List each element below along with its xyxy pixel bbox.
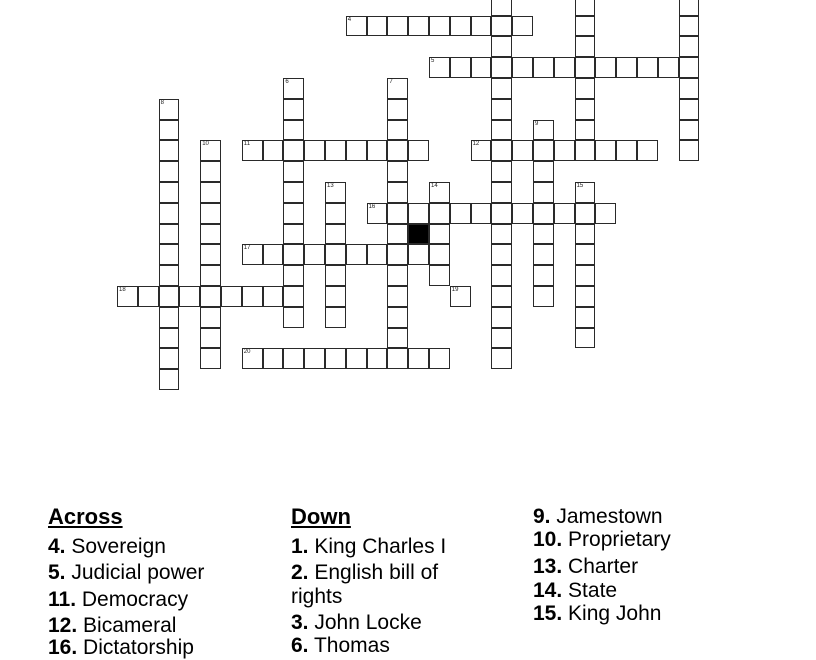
grid-cell[interactable] [200,161,221,182]
cell-number: 8 [160,99,164,106]
grid-cell[interactable] [200,224,221,245]
grid-cell[interactable] [159,265,180,286]
grid-cell[interactable] [367,244,388,265]
grid-cell[interactable] [242,348,263,369]
grid-cell[interactable] [491,224,512,245]
grid-cell[interactable] [429,265,450,286]
grid-cell[interactable] [679,16,700,37]
grid-cell[interactable] [325,265,346,286]
cell-number: 10 [202,141,209,148]
grid-cell[interactable] [304,348,325,369]
grid-cell[interactable] [533,140,554,161]
grid-cell[interactable] [491,244,512,265]
grid-cell[interactable] [512,16,533,37]
grid-cell[interactable] [575,182,596,203]
grid-cell[interactable] [346,16,367,37]
grid-cell[interactable] [429,57,450,78]
grid-cell[interactable] [637,140,658,161]
grid-cell[interactable] [387,348,408,369]
grid-cell[interactable] [575,57,596,78]
grid-cell[interactable] [200,203,221,224]
grid-cell[interactable] [387,140,408,161]
grid-cell[interactable] [325,224,346,245]
clue-down-14[interactable]: 14. State [533,579,618,602]
grid-cell[interactable] [679,99,700,120]
grid-cell[interactable] [429,182,450,203]
grid-cell[interactable] [200,140,221,161]
grid-cell[interactable] [367,140,388,161]
cell-number: 17 [243,245,251,252]
grid-cell[interactable] [491,78,512,99]
clue-down-15[interactable]: 15. King John [533,602,662,625]
grid-cell[interactable] [575,265,596,286]
grid-cell[interactable] [283,348,304,369]
clue-down-3[interactable]: 3. John Locke [291,611,422,634]
grid-cell[interactable] [117,286,138,307]
clue-across-16[interactable]: 16. Dictatorship [48,636,194,659]
grid-cell[interactable] [387,161,408,182]
cell-number: 19 [451,287,459,293]
grid-cell[interactable] [575,0,596,16]
clue-across-12[interactable]: 12. Bicameral [48,614,177,637]
grid-cell[interactable] [575,244,596,265]
clue-down-2-cont[interactable]: rights [291,585,343,608]
grid-cell[interactable] [304,244,325,265]
cell-number: 4 [347,16,352,23]
grid-cell[interactable] [159,244,180,265]
grid-cell[interactable] [138,286,159,307]
grid-cell[interactable] [367,16,388,37]
grid-cell[interactable] [575,224,596,245]
grid-cell[interactable] [325,348,346,369]
grid-cell[interactable] [450,16,471,37]
grid-cell[interactable] [533,120,554,141]
grid-cell[interactable] [159,224,180,245]
grid-cell[interactable] [283,161,304,182]
grid-cell[interactable] [679,120,700,141]
grid-cell[interactable] [408,244,429,265]
grid-cell[interactable] [491,120,512,141]
grid-cell[interactable] [221,286,242,307]
cell-number: 15 [576,183,584,189]
grid-cell[interactable] [491,286,512,307]
grid-cell[interactable] [575,99,596,120]
grid-cell[interactable] [179,286,200,307]
grid-cell[interactable] [512,57,533,78]
grid-cell[interactable] [283,265,304,286]
grid-cell[interactable] [159,348,180,369]
cell-number: 6 [285,79,289,85]
grid-cell[interactable] [491,57,512,78]
grid-cell[interactable] [325,286,346,307]
grid-cell[interactable] [471,16,492,37]
down-heading: Down [291,504,351,529]
grid-cell[interactable] [575,203,596,224]
grid-cell[interactable] [325,182,346,203]
grid-cell[interactable] [283,244,304,265]
grid-cell[interactable] [200,286,221,307]
grid-cell[interactable] [283,286,304,307]
grid-cell[interactable] [159,161,180,182]
grid-cell[interactable] [491,265,512,286]
grid-cell[interactable] [554,203,575,224]
grid-cell[interactable] [575,120,596,141]
grid-cell[interactable] [387,120,408,141]
grid-cell[interactable] [325,140,346,161]
grid-cell[interactable] [595,57,616,78]
grid-cell[interactable] [471,140,492,161]
black-cell [408,224,429,245]
grid-cell[interactable] [575,36,596,57]
grid-cell[interactable] [533,161,554,182]
grid-cell[interactable] [450,286,471,307]
grid-cell[interactable] [533,57,554,78]
clue-down-2[interactable]: 2. English bill of [291,561,439,584]
grid-cell[interactable] [387,307,408,328]
grid-cell[interactable] [616,140,637,161]
grid-cell[interactable] [159,369,180,390]
grid-cell[interactable] [429,203,450,224]
grid-cell[interactable] [554,140,575,161]
grid-cell[interactable] [159,140,180,161]
grid-cell[interactable] [325,203,346,224]
grid-cell[interactable] [533,224,554,245]
grid-cell[interactable] [616,57,637,78]
grid-cell[interactable] [387,99,408,120]
clue-down-10[interactable]: 10. Proprietary [533,528,671,551]
grid-cell[interactable] [408,348,429,369]
grid-cell[interactable] [242,286,263,307]
grid-cell[interactable] [263,244,284,265]
grid-cell[interactable] [159,307,180,328]
cell-number: 16 [368,203,376,210]
grid-cell[interactable] [367,203,388,224]
grid-cell[interactable] [283,140,304,161]
grid-cell[interactable] [387,78,408,99]
grid-cell[interactable] [679,0,700,16]
grid-cell[interactable] [533,265,554,286]
grid-cell[interactable] [263,348,284,369]
grid-cell[interactable] [283,203,304,224]
grid-cell[interactable] [491,16,512,37]
grid-cell[interactable] [200,307,221,328]
grid-cell[interactable] [200,328,221,349]
grid-cell[interactable] [429,244,450,265]
grid-cell[interactable] [429,224,450,245]
cell-number: 11 [243,141,251,148]
grid-cell[interactable] [491,182,512,203]
grid-cell[interactable] [450,203,471,224]
clue-across-4[interactable]: 4. Sovereign [48,535,166,558]
grid-cell[interactable] [367,348,388,369]
grid-cell[interactable] [387,16,408,37]
grid-cell[interactable] [263,140,284,161]
cell-number: 18 [119,287,126,293]
grid-cell[interactable] [491,307,512,328]
grid-cell[interactable] [408,140,429,161]
cell-number: 12 [472,141,480,148]
cell-number: 7 [389,79,393,85]
grid-cell[interactable] [200,348,221,369]
grid-cell[interactable] [242,140,263,161]
across-heading: Across [48,504,123,529]
grid-cell[interactable] [575,78,596,99]
grid-cell[interactable] [533,244,554,265]
grid-cell[interactable] [283,99,304,120]
grid-cell[interactable] [471,203,492,224]
grid-cell[interactable] [429,16,450,37]
grid-cell[interactable] [575,286,596,307]
grid-cell[interactable] [679,57,700,78]
grid-cell[interactable] [304,140,325,161]
grid-cell[interactable] [533,203,554,224]
clue-down-1[interactable]: 1. King Charles I [291,535,447,558]
cell-number: 5 [431,58,435,65]
grid-cell[interactable] [387,286,408,307]
grid-cell[interactable] [491,0,512,16]
grid-cell[interactable] [159,99,180,120]
grid-cell[interactable] [429,348,450,369]
grid-cell[interactable] [450,57,471,78]
grid-cell[interactable] [679,36,700,57]
grid-cell[interactable] [346,244,367,265]
grid-cell[interactable] [283,120,304,141]
grid-cell[interactable] [512,140,533,161]
grid-cell[interactable] [408,16,429,37]
grid-cell[interactable] [242,244,263,265]
grid-cell[interactable] [491,140,512,161]
grid-cell[interactable] [533,286,554,307]
grid-cell[interactable] [387,244,408,265]
grid-cell[interactable] [159,203,180,224]
grid-cell[interactable] [200,244,221,265]
clue-across-5[interactable]: 5. Judicial power [48,561,205,584]
clue-down-6[interactable]: 6. Thomas [291,634,390,657]
grid-cell[interactable] [595,140,616,161]
grid-cell[interactable] [471,57,492,78]
grid-cell[interactable] [533,182,554,203]
grid-cell[interactable] [387,182,408,203]
grid-cell[interactable] [658,57,679,78]
grid-cell[interactable] [554,57,575,78]
grid-cell[interactable] [491,328,512,349]
cell-number: 20 [243,349,251,356]
grid-cell[interactable] [679,78,700,99]
grid-cell[interactable] [283,224,304,245]
grid-cell[interactable] [491,161,512,182]
grid-cell[interactable] [283,182,304,203]
grid-cell[interactable] [263,286,284,307]
grid-cell[interactable] [325,307,346,328]
grid-cell[interactable] [408,203,429,224]
cell-number: 13 [327,183,334,189]
grid-cell[interactable] [575,16,596,37]
grid-cell[interactable] [491,36,512,57]
grid-cell[interactable] [283,307,304,328]
grid-cell[interactable] [346,140,367,161]
grid-cell[interactable] [491,99,512,120]
grid-cell[interactable] [575,328,596,349]
grid-cell[interactable] [387,265,408,286]
grid-cell[interactable] [387,224,408,245]
grid-cell[interactable] [575,307,596,328]
grid-cell[interactable] [679,140,700,161]
grid-cell[interactable] [387,328,408,349]
grid-cell[interactable] [159,328,180,349]
grid-cell[interactable] [491,348,512,369]
grid-cell[interactable] [159,120,180,141]
clue-down-13[interactable]: 13. Charter [533,555,639,578]
clue-down-9[interactable]: 9. Jamestown [533,505,663,528]
grid-cell[interactable] [575,140,596,161]
clue-across-11[interactable]: 11. Democracy [48,588,189,611]
grid-cell[interactable] [346,348,367,369]
grid-cell[interactable] [200,265,221,286]
grid-cell[interactable] [283,78,304,99]
grid-cell[interactable] [159,182,180,203]
cell-number: 14 [431,183,438,189]
grid-cell[interactable] [325,244,346,265]
grid-cell[interactable] [512,203,533,224]
grid-cell[interactable] [491,203,512,224]
grid-cell[interactable] [387,203,408,224]
cell-number: 9 [535,120,539,127]
grid-cell[interactable] [200,182,221,203]
grid-cell[interactable] [637,57,658,78]
grid-cell[interactable] [595,203,616,224]
grid-cell[interactable] [159,286,180,307]
